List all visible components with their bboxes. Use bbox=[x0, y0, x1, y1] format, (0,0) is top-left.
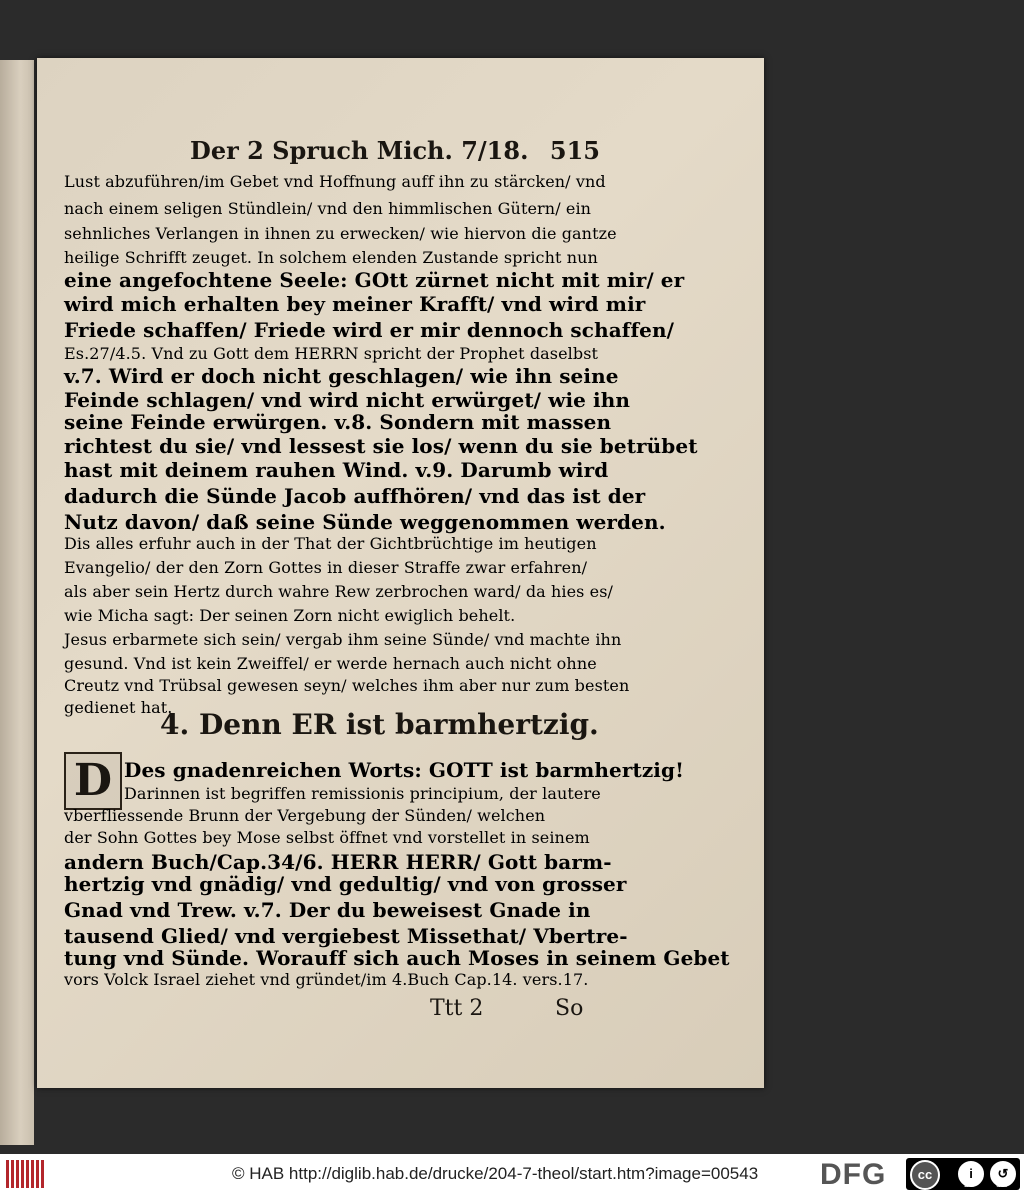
text-line: Nutz davon/ daß seine Sünde weggenommen werden. bbox=[64, 510, 666, 534]
cc-icon: cc bbox=[910, 1160, 940, 1190]
running-title: Der 2 Spruch Mich. 7/18. bbox=[190, 136, 529, 165]
text-line: sehnliches Verlangen in ihnen zu erwecken/ wie hiervon die gantze bbox=[64, 224, 617, 243]
text-line: tausend Glied/ vnd vergiebest Missethat/ Vbertre- bbox=[64, 924, 628, 948]
text-line: heilige Schrifft zeuget. In solchem elenden Zustande spricht nun bbox=[64, 248, 598, 267]
text-line: dadurch die Sünde Jacob auffhören/ vnd das ist der bbox=[64, 484, 646, 508]
text-line: richtest du sie/ vnd lessest sie los/ wenn du sie betrübet bbox=[64, 434, 698, 458]
sa-label: SA bbox=[996, 1180, 1007, 1189]
text-line: Gnad vnd Trew. v.7. Der du beweisest Gnade in bbox=[64, 898, 591, 922]
footer-bar bbox=[0, 1154, 1024, 1194]
text-line: Es.27/4.5. Vnd zu Gott dem HERRN spricht der Prophet daselbst bbox=[64, 344, 599, 363]
by-label: BY bbox=[964, 1180, 975, 1189]
barcode-icon bbox=[6, 1160, 46, 1188]
text-line: wie Micha sagt: Der seinen Zorn nicht ewiglich behelt. bbox=[64, 606, 516, 625]
dfg-logo[interactable]: DFG bbox=[820, 1158, 887, 1191]
text-line: vberfliessende Brunn der Vergebung der Sünden/ welchen bbox=[64, 806, 546, 825]
text-line: tung vnd Sünde. Worauff sich auch Moses in seinem Gebet bbox=[64, 946, 730, 970]
text-line: Jesus erbarmete sich sein/ vergab ihm seine Sünde/ vnd machte ihn bbox=[64, 630, 622, 649]
text-line: v.7. Wird er doch nicht geschlagen/ wie ihn seine bbox=[64, 364, 619, 388]
text-line: als aber sein Hertz durch wahre Rew zerbrochen ward/ da hies es/ bbox=[64, 582, 614, 601]
text-line: hast mit deinem rauhen Wind. v.9. Darumb wird bbox=[64, 458, 609, 482]
text-line: wird mich erhalten bey meiner Krafft/ vnd wird mir bbox=[64, 292, 646, 316]
text-line: Dis alles erfuhr auch in der That der Gichtbrüchtige im heutigen bbox=[64, 534, 597, 553]
section-heading: 4. Denn ER ist barmhertzig. bbox=[160, 708, 599, 741]
text-line: Lust abzuführen/im Gebet vnd Hoffnung auff ihn zu stärcken/ vnd bbox=[64, 172, 606, 191]
page-header bbox=[190, 136, 600, 166]
text-line: Feinde schlagen/ vnd wird nicht erwürget/ wie ihn bbox=[64, 388, 631, 412]
text-line: andern Buch/Cap.34/6. HERR HERR/ Gott barm- bbox=[64, 850, 612, 874]
text-line: hertzig vnd gnädig/ vnd gedultig/ vnd von grosser bbox=[64, 872, 627, 896]
text-line: Des gnadenreichen Worts: GOTT ist barmhertzig! bbox=[124, 758, 684, 782]
text-line: gedienet hat. bbox=[64, 698, 173, 717]
license-badge[interactable] bbox=[906, 1158, 1020, 1190]
sa-icon: ↺ bbox=[990, 1161, 1016, 1187]
text-line: nach einem seligen Stündlein/ vnd den himmlischen Gütern/ ein bbox=[64, 199, 592, 218]
by-icon: i bbox=[958, 1161, 984, 1187]
text-line: Darinnen ist begriffen remissionis principium, der lautere bbox=[124, 784, 601, 803]
text-line: Creutz vnd Trübsal gewesen seyn/ welches ihm aber nur zum besten bbox=[64, 676, 630, 695]
text-line: eine angefochtene Seele: GOtt zürnet nicht mit mir/ er bbox=[64, 268, 685, 292]
adjacent-page-edge bbox=[0, 60, 34, 1145]
signature-mark: Ttt 2 bbox=[430, 996, 484, 1021]
text-line: der Sohn Gottes bey Mose selbst öffnet vnd vorstellet in seinem bbox=[64, 828, 590, 847]
text-line: seine Feinde erwürgen. v.8. Sondern mit massen bbox=[64, 410, 612, 434]
text-line: Friede schaffen/ Friede wird er mir dennoch schaffen/ bbox=[64, 318, 675, 342]
copyright-link[interactable]: © HAB http://diglib.hab.de/drucke/204-7-theol/start.htm?image=00543 bbox=[232, 1164, 759, 1183]
catchword: So bbox=[555, 996, 584, 1021]
drop-initial: D bbox=[64, 752, 122, 810]
text-line: Evangelio/ der den Zorn Gottes in dieser Straffe zwar erfahren/ bbox=[64, 558, 588, 577]
text-line: vors Volck Israel ziehet vnd gründet/im 4.Buch Cap.14. vers.17. bbox=[64, 970, 589, 989]
text-line: gesund. Vnd ist kein Zweiffel/ er werde hernach auch nicht ohne bbox=[64, 654, 597, 673]
page-number: 515 bbox=[549, 136, 600, 165]
